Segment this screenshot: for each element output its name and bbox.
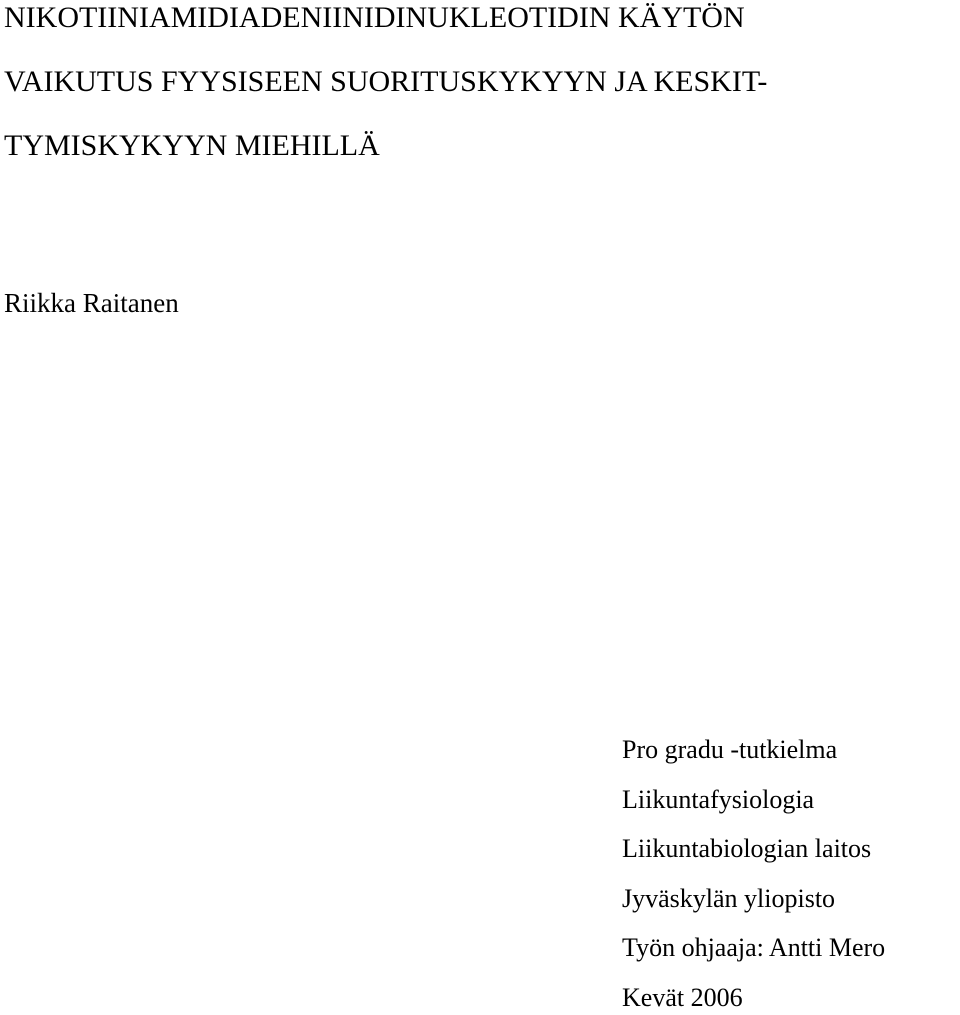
title-line-2: VAIKUTUS FYYSISEEN SUORITUSKYKYYN JA KESKIT- bbox=[4, 65, 768, 98]
university: Jyväskylän yliopisto bbox=[622, 883, 836, 913]
title-line-3: TYMISKYKYYN MIEHILLÄ bbox=[4, 129, 380, 162]
department: Liikuntabiologian laitos bbox=[622, 834, 872, 864]
supervisor: Työn ohjaaja: Antti Mero bbox=[622, 933, 886, 963]
author-name: Riikka Raitanen bbox=[4, 288, 179, 318]
subject-field: Liikuntafysiologia bbox=[622, 784, 815, 814]
document-title bbox=[4, 3, 767, 164]
thesis-type: Pro gradu -tutkielma bbox=[622, 735, 838, 764]
thesis-info-block bbox=[622, 737, 885, 1015]
term-date: Kevät 2006 bbox=[622, 982, 743, 1012]
title-line-1: NIKOTIINIAMIDIADENIINIDINUKLEOTIDIN KÄYTÖN bbox=[4, 1, 745, 34]
